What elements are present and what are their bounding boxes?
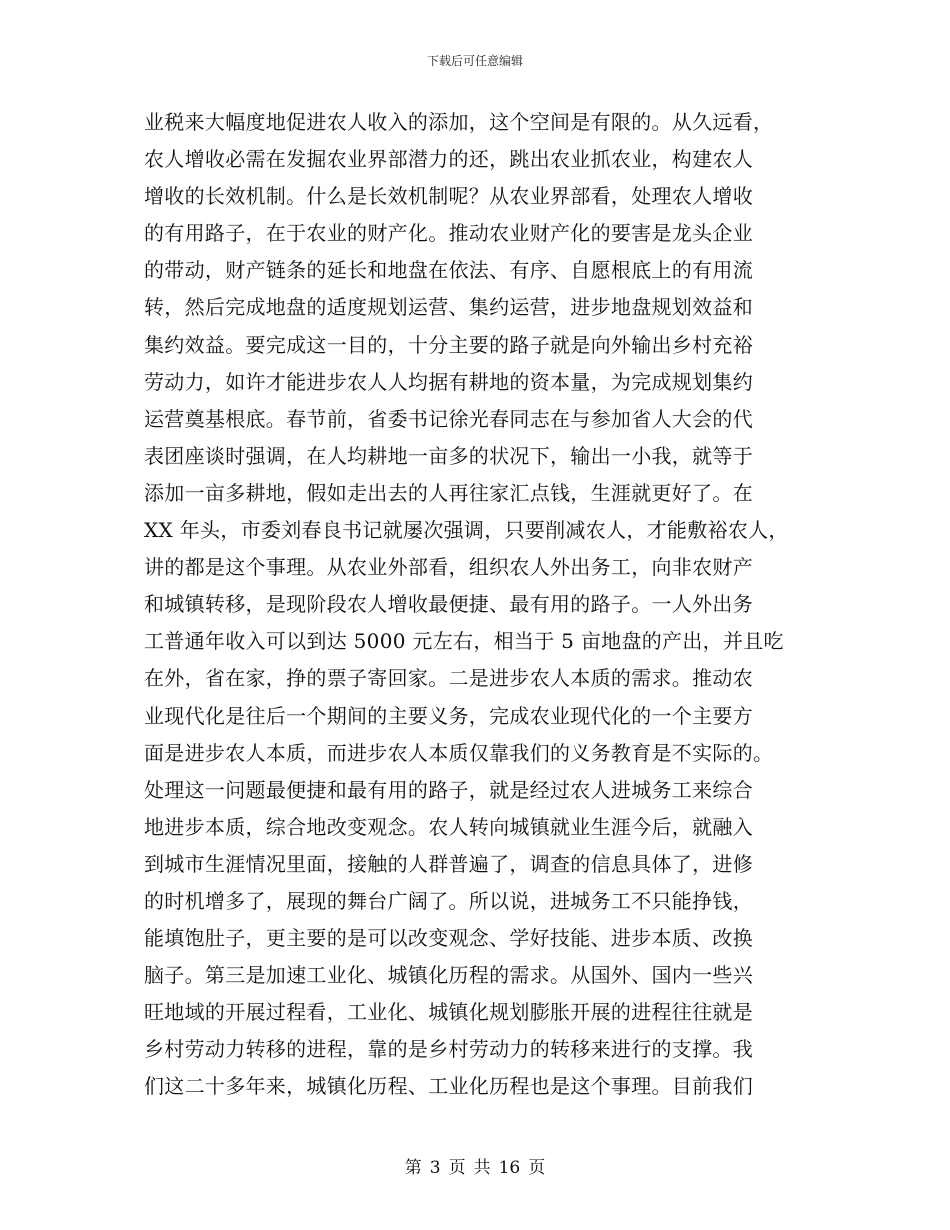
text-line: 乡村劳动力转移的进程，靠的是乡村劳动力的转移来进行的支撑。我	[144, 1037, 753, 1062]
text-line: 表团座谈时强调，在人均耕地一亩多的状况下，输出一小我，就等于	[144, 443, 753, 468]
footer-page-unit: 页	[448, 1158, 466, 1178]
text-line: 面是进步农人本质，而进步农人本质仅靠我们的义务教育是不实际的。	[144, 740, 774, 765]
text-line: 农人增收必需在发掘农业界部潜力的还，跳出农业抓农业，构建农人	[144, 147, 753, 172]
footer-total-label: 共	[473, 1158, 491, 1178]
footer-page-label: 第	[404, 1158, 422, 1178]
footer-total-unit: 页	[528, 1158, 546, 1178]
text-line: 的有用路子，在于农业的财产化。推动农业财产化的要害是龙头企业	[144, 221, 753, 246]
text-line: 脑子。第三是加速工业化、城镇化历程的需求。从国外、国内一些兴	[144, 963, 753, 988]
text-line: 和城镇转移，是现阶段农人增收最便捷、最有用的路子。一人外出务	[144, 592, 753, 617]
text-line: 讲的都是这个事理。从农业外部看，组织农人外出务工，向非农财产	[144, 555, 753, 580]
document-body	[144, 104, 814, 1106]
text-line: 工普通年收入可以到达 5000 元左右，相当于 5 亩地盘的产出，并且吃	[144, 629, 784, 654]
text-line: 处理这一问题最便捷和最有用的路子，就是经过农人进城务工来综合	[144, 777, 753, 802]
page-footer	[0, 1153, 950, 1178]
text-line: 添加一亩多耕地，假如走出去的人再往家汇点钱，生涯就更好了。在	[144, 480, 753, 505]
text-line: 运营奠基根底。春节前，省委书记徐光春同志在与参加省人大会的代	[144, 406, 753, 431]
footer-current-page: 3	[429, 1158, 441, 1178]
text-line: 到城市生涯情况里面，接触的人群普遍了，调查的信息具体了，进修	[144, 851, 753, 876]
text-line: 劳动力，如许才能进步农人人均据有耕地的资本量，为完成规划集约	[144, 369, 753, 394]
footer-total-pages: 16	[498, 1158, 521, 1178]
text-line: 业现代化是往后一个期间的主要义务，完成农业现代化的一个主要方	[144, 703, 753, 728]
text-line: 的时机增多了，展现的舞台广阔了。所以说，进城务工不只能挣钱，	[144, 888, 753, 913]
page-header: 下载后可任意编辑	[426, 54, 523, 68]
text-line: 业税来大幅度地促进农人收入的添加，这个空间是有限的。从久远看，	[144, 110, 774, 134]
text-line: 的带动，财产链条的延长和地盘在依法、有序、自愿根底上的有用流	[144, 258, 753, 283]
text-line: XX 年头，市委刘春良书记就屡次强调，只要削减农人，才能敷裕农人，	[144, 518, 789, 543]
text-line: 能填饱肚子，更主要的是可以改变观念、学好技能、进步本质、改换	[144, 926, 753, 951]
text-line: 地进步本质，综合地改变观念。农人转向城镇就业生涯今后，就融入	[144, 814, 753, 839]
text-line: 们这二十多年来，城镇化历程、工业化历程也是这个事理。目前我们	[144, 1074, 753, 1099]
text-line: 集约效益。要完成这一目的，十分主要的路子就是向外输出乡村充裕	[144, 332, 753, 357]
text-line: 旺地域的开展过程看，工业化、城镇化规划膨胀开展的进程往往就是	[144, 1000, 753, 1025]
text-line: 转，然后完成地盘的适度规划运营、集约运营，进步地盘规划效益和	[144, 295, 753, 320]
text-line: 增收的长效机制。什么是长效机制呢？从农业界部看，处理农人增收	[144, 184, 753, 209]
text-line: 在外，省在家，挣的票子寄回家。二是进步农人本质的需求。推动农	[144, 666, 753, 691]
